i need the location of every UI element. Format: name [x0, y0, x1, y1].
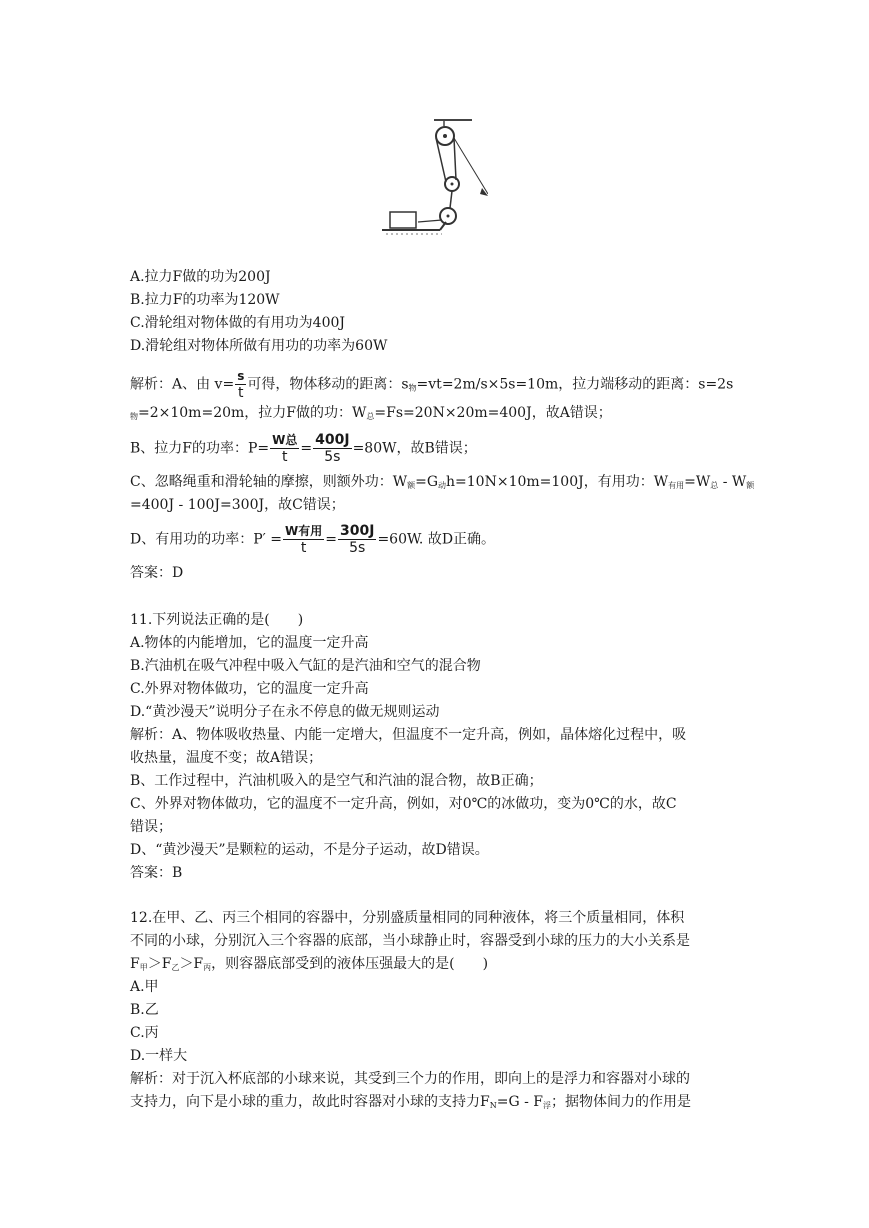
q11-analysis-line4: C、外界对物体做功，它的温度不一定升高，例如，对0℃的冰做功，变为0℃的水，故C: [130, 796, 677, 812]
q11-analysis-line3: B、工作过程中，汽油机吸入的是空气和汽油的混合物，故B正确；: [130, 773, 543, 789]
fraction-w-total-over-t: $\frac{\text{W总}}{t}$: [272, 433, 298, 465]
q10-option-a: A.拉力F做的功为200J: [130, 269, 271, 285]
q12-option-d: D.一样大: [130, 1048, 188, 1064]
q11-analysis-line5: 错误；: [130, 819, 172, 835]
q10-option-c: C.滑轮组对物体做的有用功为400J: [130, 315, 345, 331]
q11-stem: 11.下列说法正确的是( ): [130, 612, 304, 628]
q12-stem-line2: 不同的小球，分别沉入三个容器的底部，当小球静止时，容器受到小球的压力的大小关系是: [130, 933, 690, 949]
q11-analysis-line2: 收热量，温度不变；故A错误；: [130, 750, 323, 766]
pulley-system-figure: [378, 116, 488, 242]
q11-option-a: A.物体的内能增加，它的温度一定升高: [130, 635, 369, 651]
q12-stem-line3: $F_甲>F_乙>F_丙$，则容器底部受到的液体压强最大的是( ): [130, 956, 489, 972]
fraction-300j-over-5s: $\frac{300J}{5s}$: [340, 523, 375, 556]
fraction-s-over-t: $\frac{s}{t}$: [237, 369, 245, 401]
q10-analysis-a-line1: 解析：A、由 v= $\frac{s}{t}$ 可得，物体移动的距离：$s_物=vt=2m/s\times 5s=10m$，拉力端移动的距离：s=2s: [130, 369, 734, 401]
q12-option-b: B.乙: [130, 1002, 159, 1018]
q10-analysis-c-line1: C、忽略绳重和滑轮轴的摩擦，则额外功：$W_额=G_动h=10N\times 10m=100J$，有用功：$W_{有用}=W_总 - W_额$: [130, 474, 755, 490]
q11-analysis-line1: 解析：A、物体吸收热量、内能一定增大，但温度不一定升高，例如，晶体熔化过程中，吸: [130, 727, 687, 743]
q11-answer: 答案：B: [130, 865, 183, 881]
q10-analysis-d: D、有用功的功率：P′ = $\frac{\text{W有用}}{t}$ = $\frac{300J}{5s}$ =60W. 故D正确。: [130, 523, 496, 556]
q12-stem-line1: 12.在甲、乙、丙三个相同的容器中，分别盛质量相同的同种液体，将三个质量相同，体积: [130, 910, 685, 926]
q10-analysis-b: B、拉力F的功率：P= $\frac{\text{W总}}{t}$ = $\frac{400J}{5s}$ =80W，故B错误；: [130, 432, 477, 465]
q12-option-c: C.丙: [130, 1025, 159, 1041]
q11-analysis-line6: D、“黄沙漫天”是颗粒的运动，不是分子运动，故D错误。: [130, 842, 489, 858]
q10-answer: 答案：D: [130, 565, 184, 581]
q10-analysis-a-line2: $_物$=2×10m=20m，拉力F做的功：$W_总=Fs=20N\times 20m=400J$，故A错误；: [130, 405, 612, 421]
q11-option-d: D.“黄沙漫天”说明分子在永不停息的做无规则运动: [130, 704, 440, 720]
q12-option-a: A.甲: [130, 979, 159, 995]
q12-analysis-line2: 支持力，向下是小球的重力，故此时容器对小球的支持力$F_N=G - F_浮$；据物体间力的作用是: [130, 1094, 691, 1110]
fraction-w-useful-over-t: $\frac{\text{W有用}}{t}$: [285, 524, 323, 556]
q10-analysis-c-line2: =400J - 100J=300J，故C错误；: [130, 497, 345, 513]
q12-analysis-line1: 解析：对于沉入杯底部的小球来说，其受到三个力的作用，即向上的是浮力和容器对小球的: [130, 1071, 690, 1087]
q10-option-b: B.拉力F的功率为120W: [130, 292, 280, 308]
q11-option-b: B.汽油机在吸气冲程中吸入气缸的是汽油和空气的混合物: [130, 658, 481, 674]
q10-option-d: D.滑轮组对物体所做有用功的功率为60W: [130, 338, 388, 354]
q11-option-c: C.外界对物体做功，它的温度一定升高: [130, 681, 369, 697]
fraction-400j-over-5s: $\frac{400J}{5s}$: [315, 432, 350, 465]
